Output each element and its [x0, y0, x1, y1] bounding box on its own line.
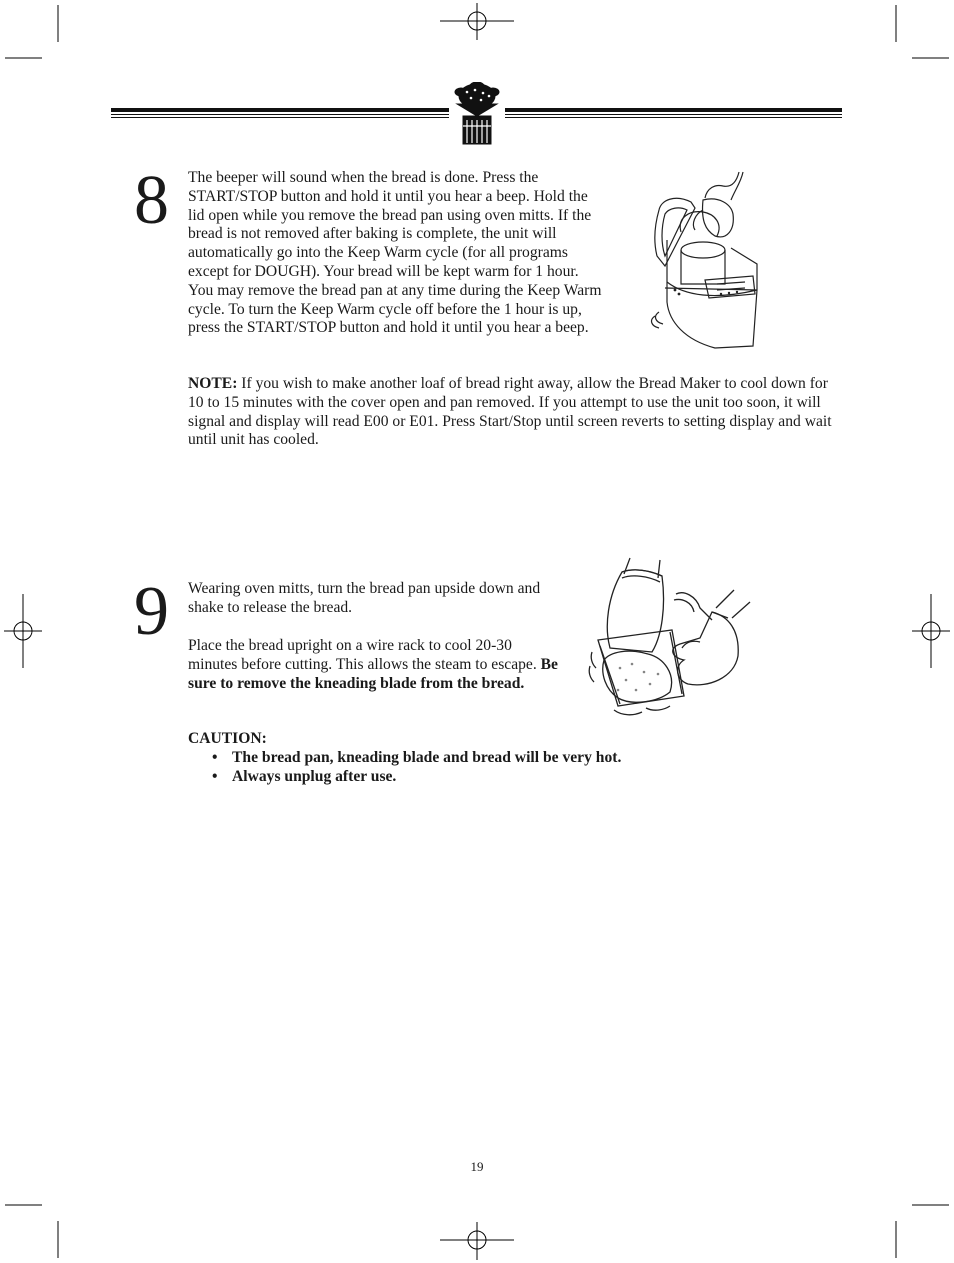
wheat-sheaf-icon — [449, 82, 505, 146]
caution-block — [188, 730, 788, 786]
caution-label: CAUTION: — [188, 730, 267, 747]
page-number: 19 — [470, 1159, 484, 1174]
caution-list — [188, 749, 788, 787]
step-number: 9 — [134, 573, 169, 650]
step-number: 8 — [134, 162, 169, 239]
mitts-shaking-bread-pan-illustration — [588, 556, 756, 718]
caution-item: • The bread pan, kneading blade and bread will be very hot. — [188, 749, 788, 768]
note-paragraph — [188, 375, 834, 450]
bread-maker-removing-pan-illustration — [645, 170, 761, 354]
note-label: NOTE: — [188, 375, 238, 392]
note-text: If you wish to make another loaf of bread right away, allow the Bread Maker to cool down for 10 to 15 minutes with the cover open and pan removed. If you attempt to use the unit too soon, it will signal and display will read E00 or E01. Press Start/Stop until screen reverts to setting display and wait until unit has cooled. — [188, 375, 832, 449]
kneading-blade-warning: Be sure to remove the kneading blade from the bread. — [188, 655, 558, 692]
step-paragraph-text: Place the bread upright on a wire rack to cool 20-30 minutes before cutting. This allows the steam to escape. — [188, 637, 541, 673]
caution-item: • Always unplug after use. — [188, 768, 788, 787]
step-paragraph: The beeper will sound when the bread is done. Press the START/STOP button and hold it until you hear a beep. Hold the lid open while you remove the bread pan using oven mitts. If the bread is not removed after baking is complete, the unit will automatically go into the Keep Warm cycle (for all programs except for DOUGH). Your bread will be kept warm for 1 hour. You may remove the bread pan at any time during the Keep Warm cycle. To turn the Keep Warm cycle off before the 1 hour is up, press the START/STOP button and hold it until you hear a beep. — [188, 169, 602, 337]
step-paragraph: Wearing oven mitts, turn the bread pan upside down and shake to release the bread. — [188, 580, 541, 616]
step-paragraph — [188, 637, 564, 693]
